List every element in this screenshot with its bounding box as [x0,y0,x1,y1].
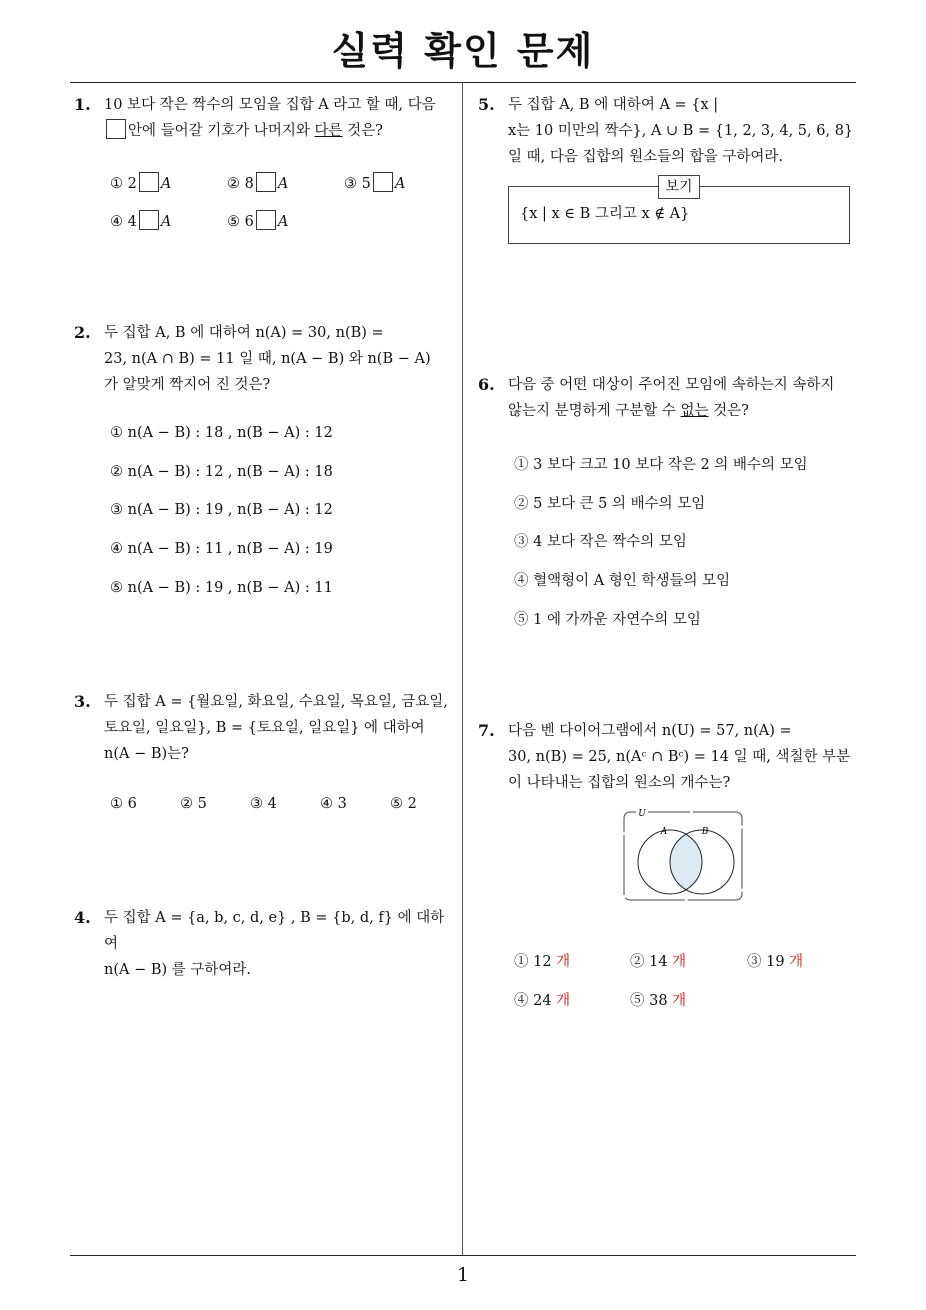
blank-box [373,172,393,192]
question-number: 5. [478,95,495,114]
question-4 [74,905,456,983]
option-4[interactable]: ④ 3 [320,796,347,812]
page-title: 실력 확인 문제 [331,29,595,73]
question-line: 두 집합 A, B 에 대하여 n(A) = 30, n(B) = [104,325,384,341]
option-1[interactable]: ① 3 보다 크고 10 보다 작은 2 의 배수의 모임 [514,457,808,473]
option-5[interactable]: ⑤ n(A − B) : 19 , n(B − A) : 11 [110,580,333,596]
bottom-rule [70,1255,856,1256]
option-1[interactable]: ① 12 개 [514,954,571,970]
option-2[interactable]: ② 5 [180,796,207,812]
option-5[interactable]: ⑤ 2 [390,796,417,812]
question-6 [478,372,858,424]
blank-box [139,210,159,230]
option-4[interactable]: ④ 혈액형이 A 형인 학생들의 모임 [514,573,731,589]
option-1[interactable]: ① 2 A [110,172,171,192]
set-u-label: U [638,809,646,819]
option-1[interactable]: ① 6 [110,796,137,812]
question-5 [478,92,858,170]
option-3[interactable]: ③ 19 개 [747,954,804,970]
option-4[interactable]: ④ 4 A [110,210,171,230]
blank-box [139,172,159,192]
blank-box [106,119,126,139]
question-number: 4. [74,908,91,927]
question-2 [74,320,456,398]
question-line: 다음 벤 다이어그램에서 n(U) = 57, n(A) = [508,723,792,739]
question-line: n(A − B)는? [104,746,189,762]
example-box-label: 보기 [658,175,700,199]
option-2[interactable]: ② 8 A [227,172,288,192]
option-3[interactable]: ③ n(A − B) : 19 , n(B − A) : 12 [110,502,333,518]
question-number: 6. [478,375,495,394]
question-number: 7. [478,721,495,740]
question-line: n(A − B) 를 구하여라. [104,962,252,978]
question-line: x는 10 미만의 짝수}, A ∪ B = {1, 2, 3, 4, 5, 6, 8} [508,123,854,139]
question-number: 1. [74,95,91,114]
option-1[interactable]: ① n(A − B) : 18 , n(B − A) : 12 [110,425,333,441]
question-1 [74,92,456,144]
blank-box [256,172,276,192]
question-line: 않는지 분명하게 구분할 수 없는 것은? [508,403,749,419]
question-line: 다음 중 어떤 대상이 주어진 모임에 속하는지 속하지 [508,377,835,393]
option-5[interactable]: ⑤ 38 개 [630,993,687,1009]
option-4[interactable]: ④ 24 개 [514,993,571,1009]
question-line: 30, n(B) = 25, n(Aᶜ ∩ Bᶜ) = 14 일 때, 색칠한 부분 [508,749,851,765]
venn-diagram [622,808,746,904]
page-number: 1 [456,1264,470,1286]
question-line: 일 때, 다음 집합의 원소들의 합을 구하여라. [508,149,783,165]
option-2[interactable]: ② n(A − B) : 12 , n(B − A) : 18 [110,464,333,480]
column-divider [462,83,463,1255]
option-4[interactable]: ④ n(A − B) : 11 , n(B − A) : 19 [110,541,333,557]
question-text: 10 보다 작은 짝수의 모임을 집합 A 라고 할 때, 다음 안에 들어갈 기호가 나머지와 다른 것은? [104,97,436,139]
top-rule [70,82,856,83]
example-box-text: {x | x ∈ B 그리고 x ∉ A} [520,206,690,222]
option-5[interactable]: ⑤ 6 A [227,210,288,230]
question-number: 3. [74,692,91,711]
question-line: 이 나타내는 집합의 원소의 개수는? [508,775,731,791]
question-line: 가 알맞게 짝지어 진 것은? [104,377,271,393]
blank-box [256,210,276,230]
option-5[interactable]: ⑤ 1 에 가까운 자연수의 모임 [514,612,701,628]
option-3[interactable]: ③ 5 A [344,172,405,192]
emphasis: 다른 [314,123,343,139]
option-3[interactable]: ③ 4 [250,796,277,812]
question-line: 두 집합 A = {월요일, 화요일, 수요일, 목요일, 금요일, [104,694,448,710]
question-number: 2. [74,323,91,342]
question-line: 두 집합 A, B 에 대하여 A = {x | [508,97,719,113]
set-b-label: B [701,827,709,837]
set-a-label: A [660,827,668,837]
question-7 [478,718,858,796]
option-3[interactable]: ③ 4 보다 작은 짝수의 모임 [514,534,687,550]
emphasis: 없는 [680,403,709,419]
option-2[interactable]: ② 5 보다 큰 5 의 배수의 모임 [514,496,706,512]
question-line: 23, n(A ∩ B) = 11 일 때, n(A − B) 와 n(B − A) [104,351,431,367]
question-line: 토요일, 일요일}, B = {토요일, 일요일} 에 대하여 [104,720,425,736]
option-2[interactable]: ② 14 개 [630,954,687,970]
question-3 [74,689,456,767]
question-line: 두 집합 A = {a, b, c, d, e} , B = {b, d, f} 에 대하여 [104,910,445,952]
